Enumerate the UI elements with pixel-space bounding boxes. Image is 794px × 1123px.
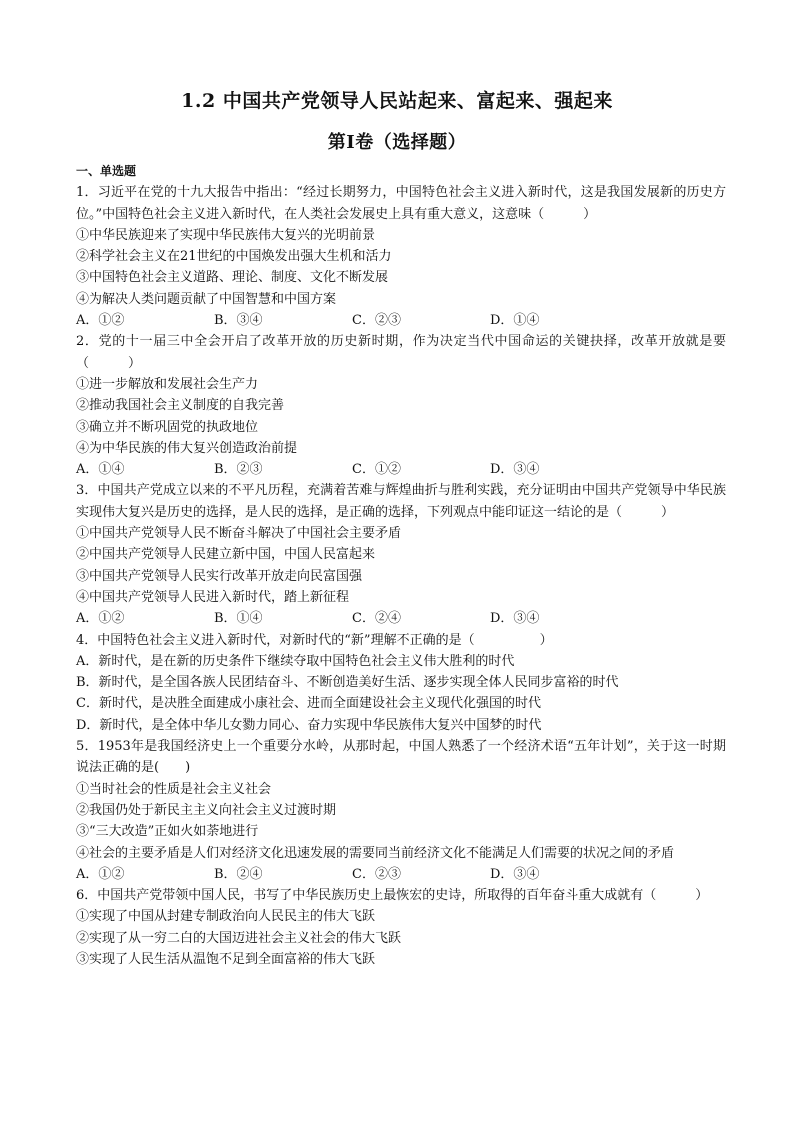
- question-1: [76, 182, 726, 331]
- choice-item: ①当时社会的性质是社会主义社会: [76, 781, 272, 797]
- choice-item: ②科学社会主义在21世纪的中国焕发出强大生机和活力: [76, 249, 392, 265]
- option-c: C．②③: [352, 313, 401, 329]
- choice-item: ③实现了人民生活从温饱不足到全面富裕的伟大飞跃: [76, 951, 376, 967]
- answer-options: [76, 608, 726, 629]
- choice-item: ②中国共产党领导人民建立新中国，中国人民富起来: [76, 547, 376, 563]
- option-a: A．①②: [76, 313, 125, 329]
- question-stem: 6．中国共产党带领中国人民，书写了中华民族历史上最恢宏的史诗，所取得的百年奋斗重大成就有（ ）: [76, 888, 709, 904]
- question-stem: 3．中国共产党成立以来的不平凡历程，充满着苦难与辉煌曲折与胜利实践，充分证明由中国共产党领导中华民族实现伟大复兴是历史的选择，是人民的选择，是正确的选择，下列观点中能印证这一结论的是（ ）: [76, 483, 726, 520]
- choice-item: D．新时代，是全体中华儿女勠力同心、奋力实现中华民族伟大复兴中国梦的时代: [76, 717, 542, 733]
- choice-item: ③中国特色社会主义道路、理论、制度、文化不断发展: [76, 270, 389, 286]
- question-stem: 5．1953年是我国经济史上一个重要分水岭，从那时起，中国人熟悉了一个经济术语“五年计划”，关于这一时期说法正确的是( ): [76, 739, 726, 776]
- option-d: D．①④: [490, 313, 540, 329]
- choice-item: ①中华民族迎来了实现中华民族伟大复兴的光明前景: [76, 227, 376, 243]
- option-a: A．①④: [76, 462, 125, 478]
- choice-item: ④为解决人类问题贡献了中国智慧和中国方案: [76, 291, 337, 307]
- option-a: A．①②: [76, 866, 125, 882]
- question-6: [76, 885, 726, 970]
- choice-item: ④中国共产党领导人民进入新时代，踏上新征程: [76, 589, 350, 605]
- option-a: A．①②: [76, 611, 125, 627]
- question-stem: 1．习近平在党的十九大报告中指出：“经过长期努力，中国特色社会主义进入新时代，这是我国发展新的历史方位。”中国特色社会主义进入新时代，在人类社会发展史上具有重大意义，这意味（ ）: [76, 185, 726, 222]
- answer-options: [76, 459, 726, 480]
- choice-item: ①实现了中国从封建专制政治向人民民主的伟大飞跃: [76, 909, 376, 925]
- choice-item: ②我国仍处于新民主主义向社会主义过渡时期: [76, 802, 337, 818]
- choice-item: ①进一步解放和发展社会生产力: [76, 376, 259, 392]
- option-b: B．①④: [214, 611, 263, 627]
- question-4: [76, 630, 726, 736]
- option-c: C．②③: [352, 866, 401, 882]
- document-body: [76, 161, 726, 970]
- choice-item: ④社会的主要矛盾是人们对经济文化迅速发展的需要同当前经济文化不能满足人们需要的状况之间的矛盾: [76, 845, 675, 861]
- document-title: 1.2 中国共产党领导人民站起来、富起来、强起来: [181, 90, 613, 112]
- choice-item: ②推动我国社会主义制度的自我完善: [76, 398, 285, 414]
- option-d: D．③④: [490, 611, 540, 627]
- question-stem: 2．党的十一届三中全会开启了改革开放的历史新时期，作为决定当代中国命运的关键抉择，改革开放就是要（ ）: [76, 334, 726, 371]
- answer-options: [76, 310, 726, 331]
- option-b: B．②④: [214, 866, 263, 882]
- question-3: [76, 480, 726, 629]
- question-5: [76, 736, 726, 885]
- part-title: 第I卷（选择题）: [327, 132, 467, 153]
- choice-item: ③确立并不断巩固党的执政地位: [76, 419, 259, 435]
- option-c: C．①②: [352, 462, 401, 478]
- choice-item: A．新时代，是在新的历史条件下继续夺取中国特色社会主义伟大胜利的时代: [76, 653, 515, 669]
- option-b: B．②③: [214, 462, 263, 478]
- question-2: [76, 331, 726, 480]
- choice-item: ②实现了从一穷二白的大国迈进社会主义社会的伟大飞跃: [76, 930, 402, 946]
- option-c: C．②④: [352, 611, 401, 627]
- section-label: 一、单选题: [76, 164, 137, 178]
- question-stem: 4．中国特色社会主义进入新时代，对新时代的“新”理解不正确的是（ ）: [76, 632, 553, 648]
- option-d: D．③④: [490, 462, 540, 478]
- answer-options: [76, 864, 726, 885]
- choice-item: C．新时代，是决胜全面建成小康社会、进而全面建设社会主义现代化强国的时代: [76, 696, 541, 712]
- option-b: B．③④: [214, 313, 263, 329]
- option-d: D．③④: [490, 866, 540, 882]
- choice-item: ①中国共产党领导人民不断奋斗解决了中国社会主要矛盾: [76, 526, 402, 542]
- choice-item: ③中国共产党领导人民实行改革开放走向民富国强: [76, 568, 363, 584]
- choice-item: B．新时代，是全国各族人民团结奋斗、不断创造美好生活、逐步实现全体人民同步富裕的时代: [76, 675, 619, 691]
- choice-item: ③“三大改造”正如火如荼地进行: [76, 824, 259, 840]
- choice-item: ④为中华民族的伟大复兴创造政治前提: [76, 440, 298, 456]
